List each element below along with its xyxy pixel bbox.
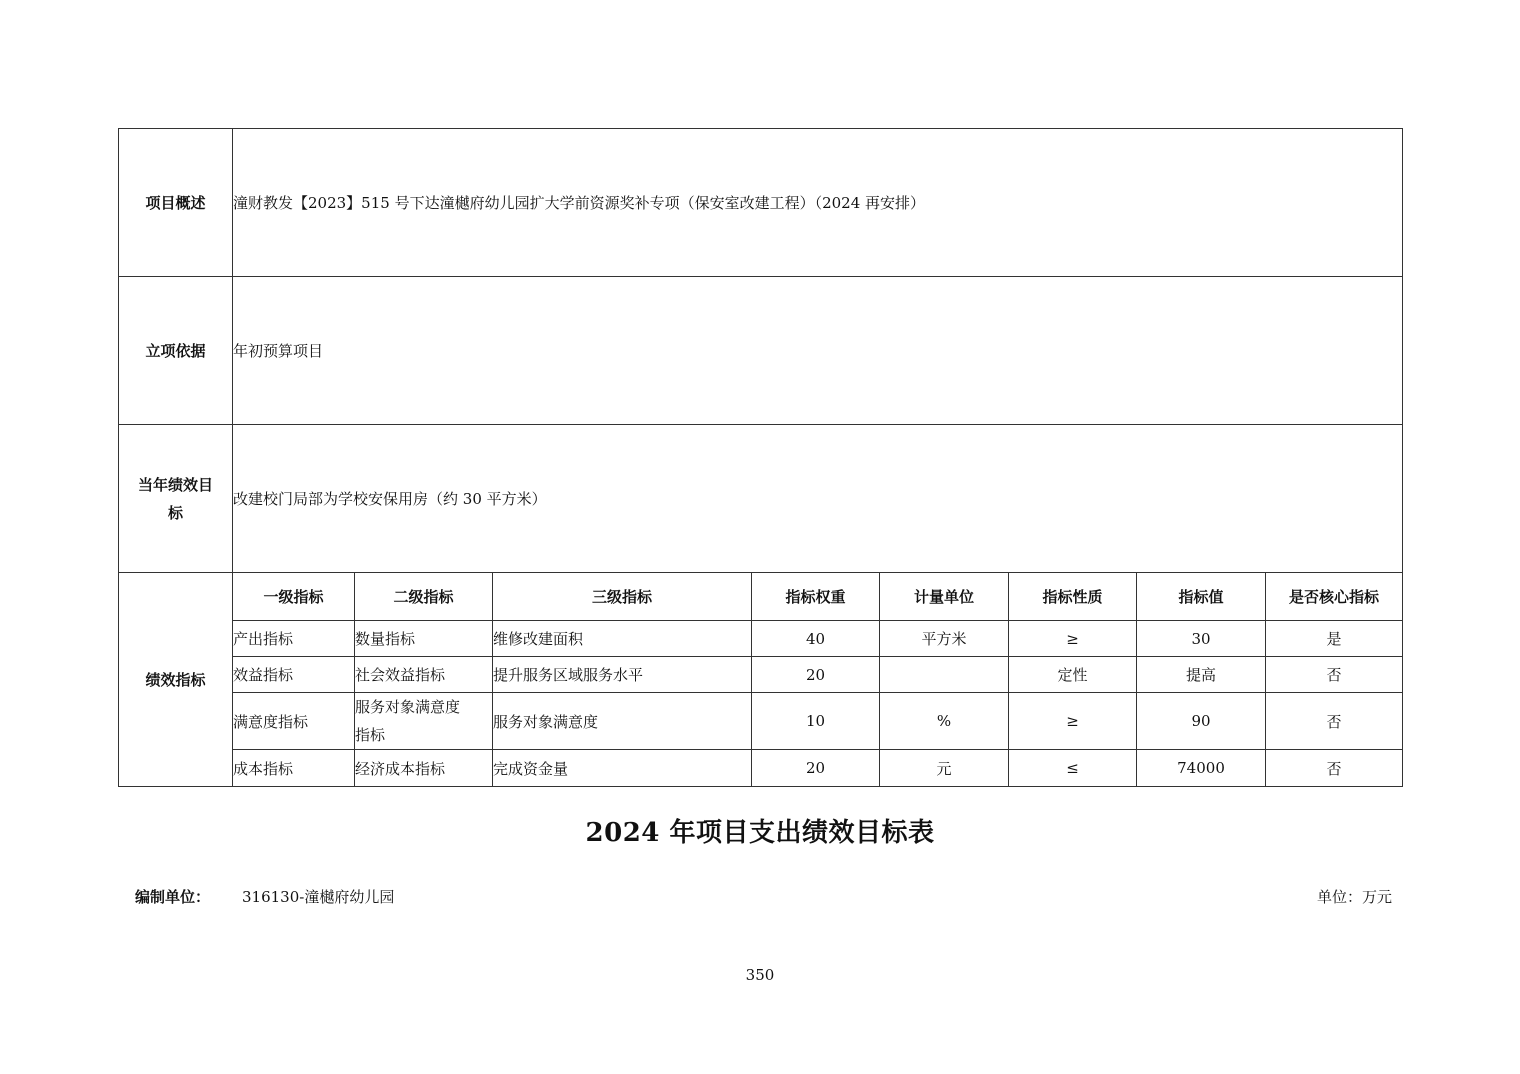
indicator-core: 否 [1266, 693, 1403, 750]
indicator-level2: 经济成本指标 [355, 750, 493, 787]
indicator-level3: 维修改建面积 [493, 621, 752, 657]
indicator-value: 74000 [1137, 750, 1266, 787]
basis-row [119, 277, 1403, 425]
performance-table [118, 128, 1403, 787]
overview-row [119, 129, 1403, 277]
money-unit: 单位：万元 [1316, 888, 1392, 906]
indicator-nature: ≥ [1009, 693, 1137, 750]
indicator-weight: 40 [752, 621, 880, 657]
header-weight: 指标权重 [752, 573, 880, 621]
indicator-level2-line1: 服务对象满意度 [355, 698, 461, 716]
indicator-level1: 效益指标 [233, 657, 355, 693]
header-value: 指标值 [1137, 573, 1266, 621]
indicator-core: 否 [1266, 657, 1403, 693]
header-core: 是否核心指标 [1266, 573, 1403, 621]
indicator-nature: ≥ [1009, 621, 1137, 657]
indicator-unit: 平方米 [880, 621, 1009, 657]
indicator-value: 30 [1137, 621, 1266, 657]
indicator-core: 是 [1266, 621, 1403, 657]
indicator-row [119, 750, 1403, 787]
goal-row [119, 425, 1403, 573]
header-level2: 二级指标 [355, 573, 493, 621]
indicator-level1: 满意度指标 [233, 693, 355, 750]
indicator-level2: 社会效益指标 [355, 657, 493, 693]
unit-value: 316130-潼樾府幼儿园 [242, 888, 395, 906]
basis-content: 年初预算项目 [233, 277, 1403, 425]
goal-label-line2: 标 [167, 503, 183, 522]
goal-label-line1: 当年绩效目 [137, 475, 213, 494]
indicator-weight: 10 [752, 693, 880, 750]
page-number: 350 [745, 966, 775, 984]
overview-label: 项目概述 [119, 129, 233, 277]
indicator-nature: ≤ [1009, 750, 1137, 787]
indicator-level1: 成本指标 [233, 750, 355, 787]
indicator-core: 否 [1266, 750, 1403, 787]
header-level1: 一级指标 [233, 573, 355, 621]
header-level3: 三级指标 [493, 573, 752, 621]
indicator-level1: 产出指标 [233, 621, 355, 657]
header-unit: 计量单位 [880, 573, 1009, 621]
indicator-weight: 20 [752, 657, 880, 693]
goal-content: 改建校门局部为学校安保用房（约 30 平方米） [233, 425, 1403, 573]
indicator-level2-line2: 指标 [355, 726, 386, 744]
indicators-label: 绩效指标 [119, 573, 233, 787]
indicator-unit: % [880, 693, 1009, 750]
indicator-row [119, 657, 1403, 693]
basis-label: 立项依据 [119, 277, 233, 425]
indicator-weight: 20 [752, 750, 880, 787]
indicator-row [119, 693, 1403, 750]
indicator-value: 90 [1137, 693, 1266, 750]
indicator-row [119, 621, 1403, 657]
indicator-header-row [119, 573, 1403, 621]
indicator-nature: 定性 [1009, 657, 1137, 693]
overview-content: 潼财教发【2023】515 号下达潼樾府幼儿园扩大学前资源奖补专项（保安室改建工程）（2024 再安排） [233, 129, 1403, 277]
indicator-unit [880, 657, 1009, 693]
indicator-unit: 元 [880, 750, 1009, 787]
indicator-level3: 完成资金量 [493, 750, 752, 787]
indicator-level3: 提升服务区域服务水平 [493, 657, 752, 693]
indicator-level2: 数量指标 [355, 621, 493, 657]
indicator-level3: 服务对象满意度 [493, 693, 752, 750]
header-nature: 指标性质 [1009, 573, 1137, 621]
goal-label [119, 425, 233, 573]
unit-label: 编制单位： [135, 888, 211, 906]
indicator-value: 提高 [1137, 657, 1266, 693]
indicator-level2 [355, 693, 493, 750]
page-title: 2024 年项目支出绩效目标表 [585, 818, 935, 848]
